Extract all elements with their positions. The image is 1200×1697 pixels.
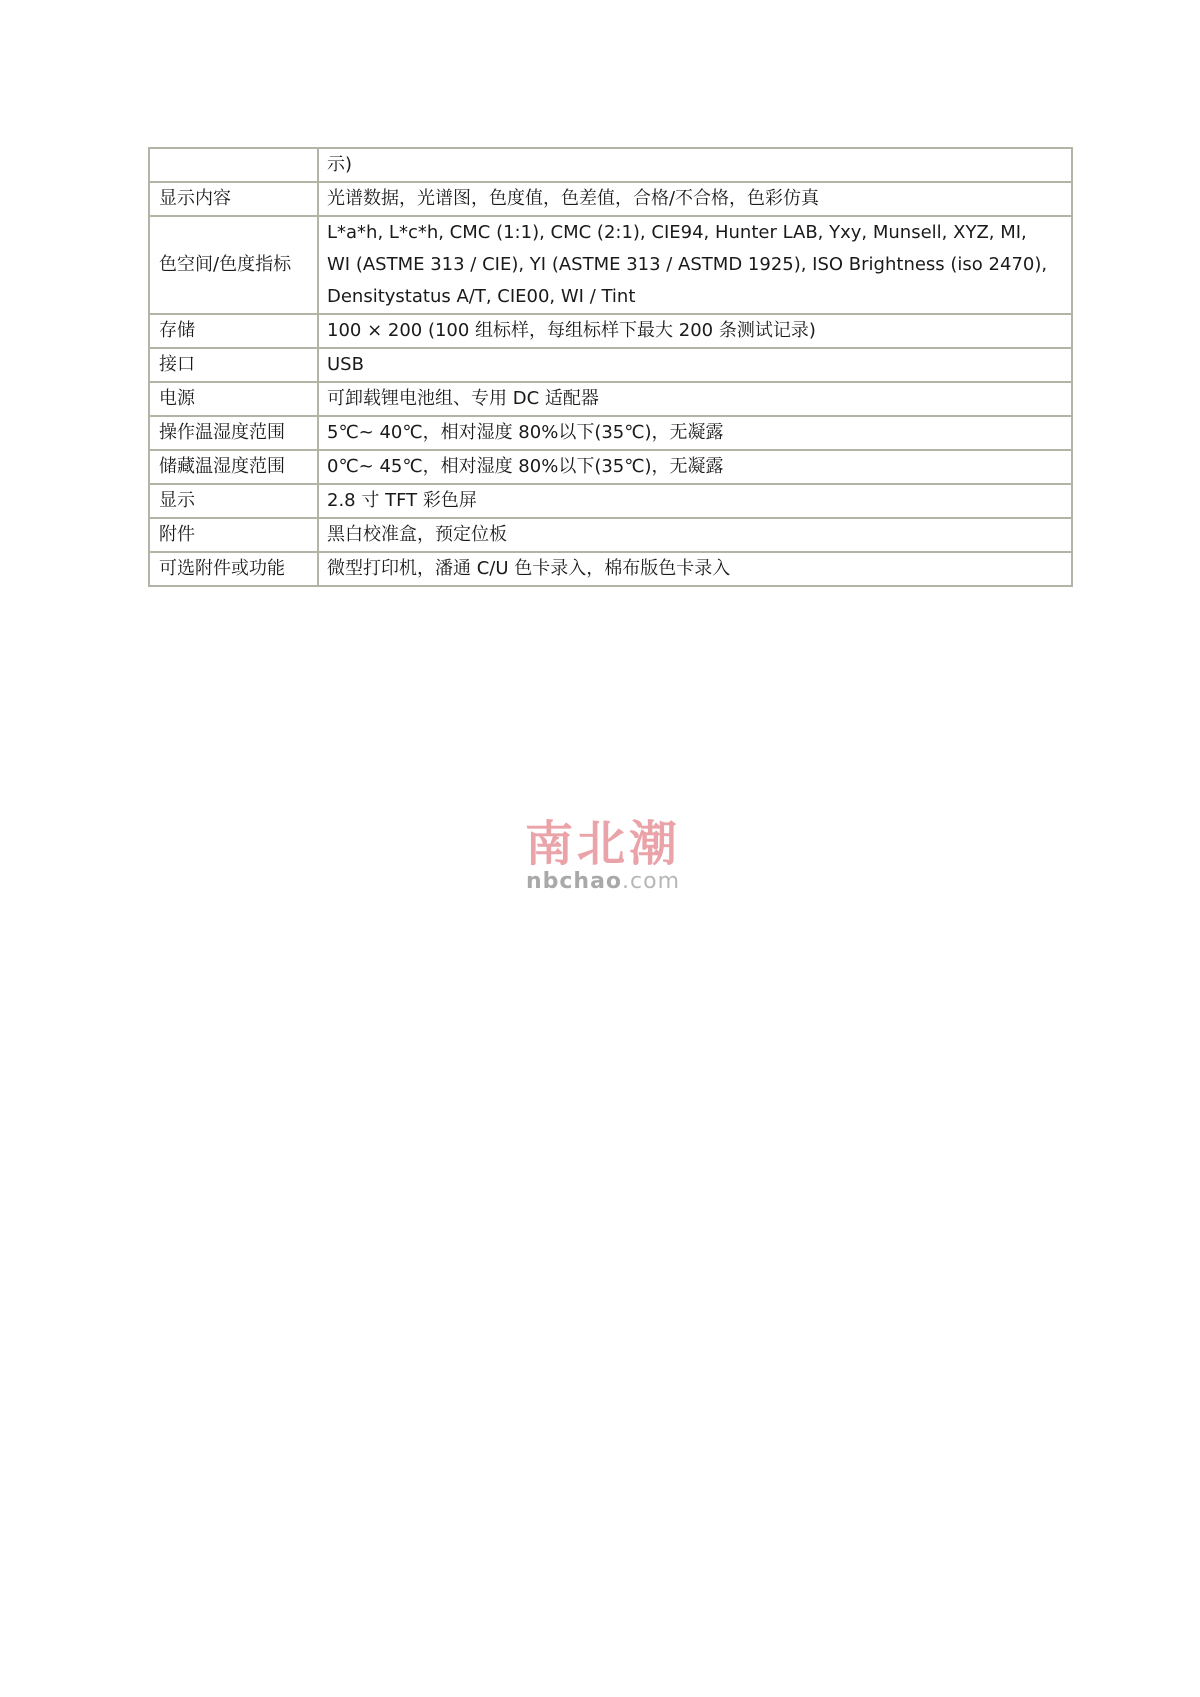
row-label: 显示	[149, 484, 318, 518]
row-value: 可卸载锂电池组、专用 DC 适配器	[318, 382, 1072, 416]
row-value: 微型打印机，潘通 C/U 色卡录入，棉布版色卡录入	[318, 552, 1072, 586]
row-value: USB	[318, 348, 1072, 382]
row-label: 操作温湿度范围	[149, 416, 318, 450]
value-line: L*a*h, L*c*h, CMC (1:1), CMC (2:1), CIE94, Hunter LAB, Yxy, Munsell, XYZ, MI,	[327, 222, 1027, 243]
row-value: 2.8 寸 TFT 彩色屏	[318, 484, 1072, 518]
table-row	[149, 382, 1072, 416]
table-row	[149, 416, 1072, 450]
table-row	[149, 216, 1072, 314]
row-label: 附件	[149, 518, 318, 552]
watermark-en-text	[518, 870, 688, 894]
row-label: 电源	[149, 382, 318, 416]
table-row	[149, 518, 1072, 552]
row-value: 5℃~ 40℃，相对湿度 80%以下(35℃)，无凝露	[318, 416, 1072, 450]
watermark-logo	[518, 818, 688, 893]
row-label: 存储	[149, 314, 318, 348]
table-row	[149, 450, 1072, 484]
row-label: 可选附件或功能	[149, 552, 318, 586]
table-row	[149, 314, 1072, 348]
row-value: 示)	[318, 148, 1072, 182]
table-row	[149, 484, 1072, 518]
row-label: 色空间/色度指标	[149, 216, 318, 314]
row-value: 光谱数据，光谱图，色度值，色差值，合格/不合格，色彩仿真	[318, 182, 1072, 216]
value-line: WI (ASTME 313 / CIE), YI (ASTME 313 / ASTMD 1925), ISO Brightness (iso 2470),	[327, 254, 1048, 275]
table-row	[149, 182, 1072, 216]
value-line: Densitystatus A/T, CIE00, WI / Tint	[327, 286, 636, 307]
table-row	[149, 148, 1072, 182]
table-row	[149, 348, 1072, 382]
watermark-en-bold: nbchao	[525, 869, 623, 894]
row-label	[149, 148, 318, 182]
row-value: 黑白校准盒，预定位板	[318, 518, 1072, 552]
row-value	[318, 216, 1072, 314]
table-row	[149, 552, 1072, 586]
watermark-en-suffix: .com	[622, 869, 681, 894]
row-label: 接口	[149, 348, 318, 382]
row-value: 100 × 200 (100 组标样，每组标样下最大 200 条测试记录)	[318, 314, 1072, 348]
row-value: 0℃~ 45℃，相对湿度 80%以下(35℃)，无凝露	[318, 450, 1072, 484]
spec-table	[148, 147, 1073, 587]
row-label: 储藏温湿度范围	[149, 450, 318, 484]
row-label: 显示内容	[149, 182, 318, 216]
watermark-cn-text: 南北潮	[524, 816, 681, 872]
